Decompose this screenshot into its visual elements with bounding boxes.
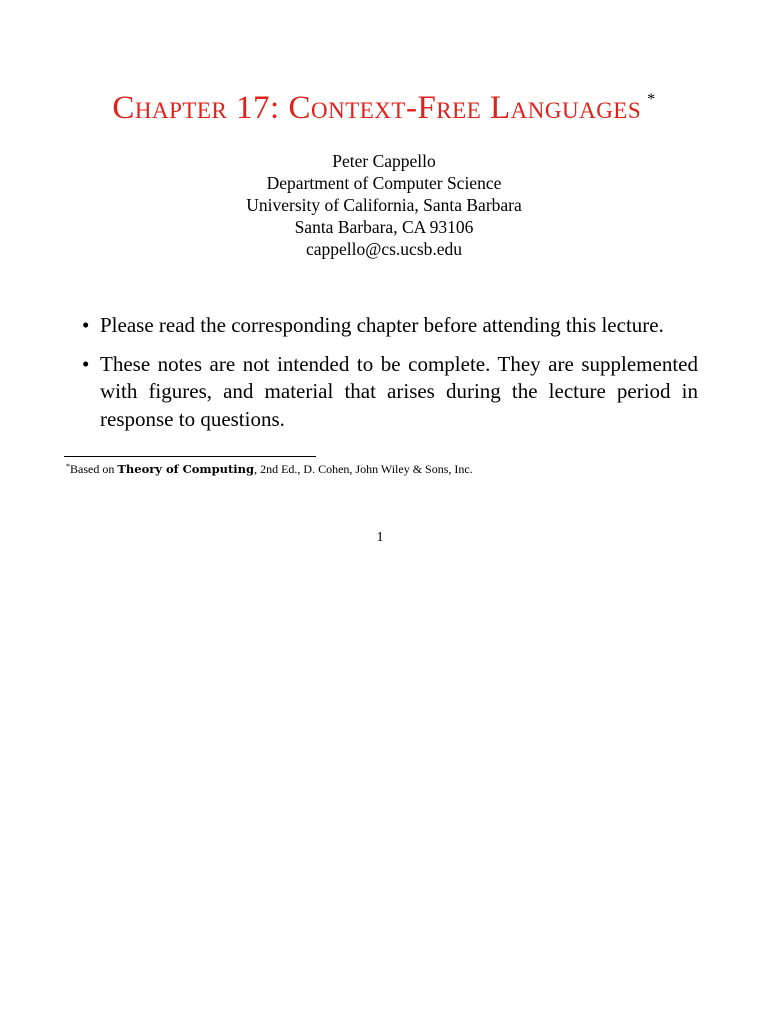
author-university: University of California, Santa Barbara: [246, 195, 522, 215]
author-city: Santa Barbara, CA 93106: [294, 217, 474, 237]
author-block: [0, 150, 768, 260]
bullet-marker: •: [82, 351, 90, 376]
footnote: [66, 459, 473, 477]
bullet-list: [78, 312, 698, 444]
bullet-text: Please read the corresponding chapter before attending this lecture.: [100, 313, 664, 337]
footnote-mark: *: [66, 462, 70, 471]
author-department: Department of Computer Science: [266, 173, 502, 193]
page-number: 1: [376, 530, 384, 545]
footnote-suffix: , 2nd Ed., D. Cohen, John Wiley & Sons, Inc.: [254, 462, 473, 476]
footnote-prefix: Based on: [70, 462, 118, 476]
footnote-divider: [64, 456, 316, 457]
author-name: Peter Cappello: [332, 151, 436, 171]
chapter-title-text: Chapter 17: Context-Free Languages: [112, 90, 642, 126]
title-footnote-mark: *: [647, 91, 656, 108]
bullet-marker: •: [82, 313, 90, 337]
author-email: cappello@cs.ucsb.edu: [305, 239, 463, 259]
bullet-item: [78, 351, 698, 434]
bullet-item: [78, 312, 698, 340]
chapter-title: [0, 90, 768, 127]
footnote-book-title: Theory of Computing: [117, 462, 255, 476]
bullet-text: These notes are not intended to be complete. They are supplemented with figures, and material that arises during the lecture period in response to questions.: [100, 351, 698, 431]
